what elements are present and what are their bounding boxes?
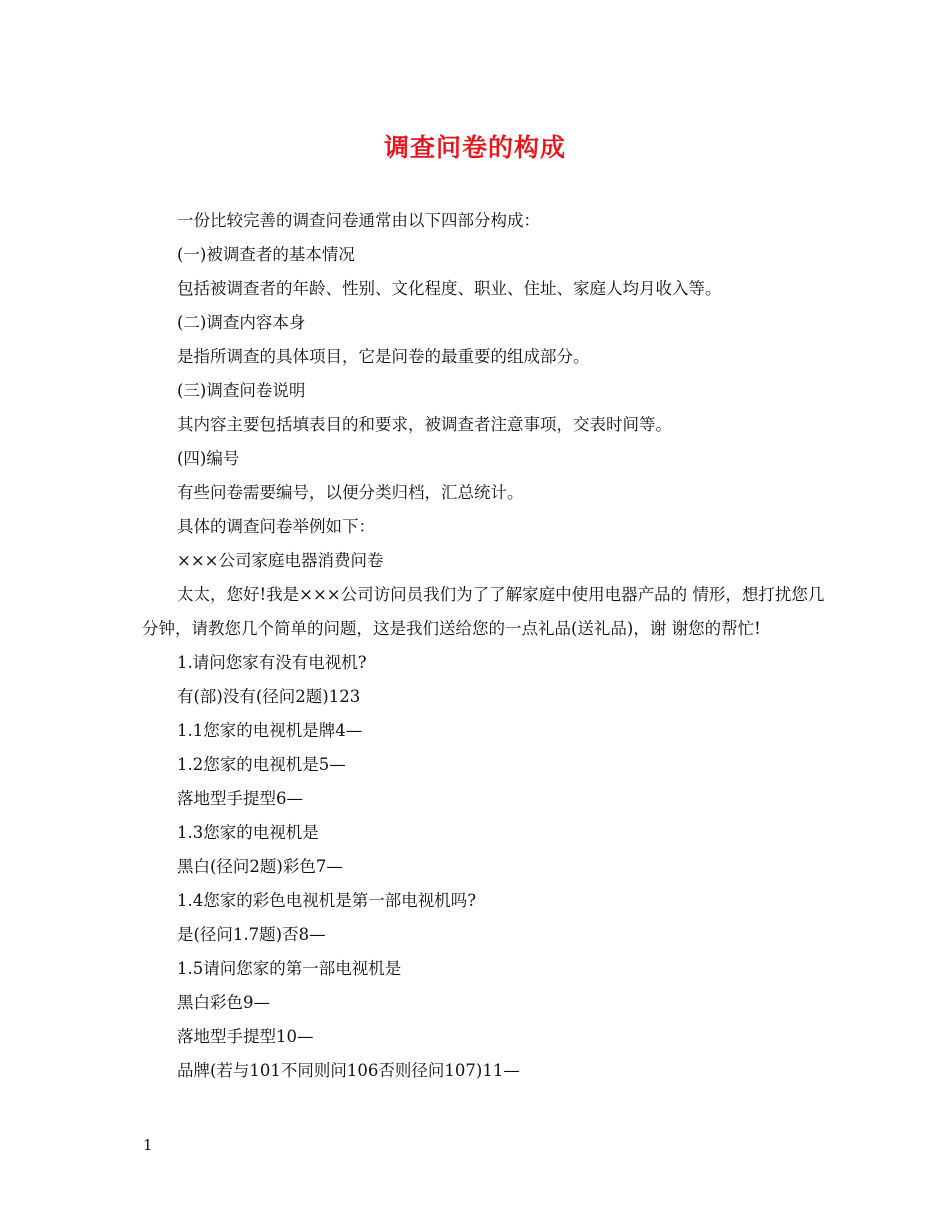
question-item: 1.5请问您家的第一部电视机是 (177, 959, 402, 978)
question-item: 是(径问1.7题)否8— (177, 925, 326, 944)
question-item: 落地型手提型6— (177, 789, 303, 808)
paragraph: 包括被调查者的年龄、性别、文化程度、职业、住址、家庭人均月收入等。 (177, 279, 722, 298)
paragraph: 是指所调查的具体项目，它是问卷的最重要的组成部分。 (177, 347, 590, 366)
question-item: 品牌(若与101不同则问106否则径问107)11— (177, 1061, 520, 1080)
question-item: 1.3您家的电视机是 (177, 823, 319, 842)
paragraph: 有些问卷需要编号，以便分类归档，汇总统计。 (177, 483, 524, 502)
paragraph-intro: 一份比较完善的调查问卷通常由以下四部分构成： (177, 211, 540, 230)
document-body (142, 204, 830, 1088)
page-title: 调查问卷的构成 (383, 133, 566, 162)
question-item: 1.4您家的彩色电视机是第一部电视机吗? (177, 891, 477, 910)
question-item: 1.1您家的电视机是牌4— (177, 721, 363, 740)
question-item: 落地型手提型10— (177, 1027, 314, 1046)
page-number: 1 (143, 1136, 153, 1154)
section-heading-1: (一)被调查者的基本情况 (177, 245, 355, 264)
question-item: 黑白彩色9— (177, 993, 270, 1012)
greeting-paragraph: 太太，您好!我是×××公司访问员我们为了了解家庭中使用电器产品的 情形，想打扰您几分钟，请教您几个简单的问题，这是我们送给您的一点礼品(送礼品)，谢 谢您的帮忙! (142, 585, 825, 638)
question-item: 黑白(径问2题)彩色7— (177, 857, 343, 876)
paragraph: 具体的调查问卷举例如下： (177, 517, 375, 536)
question-item: 1.请问您家有没有电视机? (177, 653, 367, 672)
section-heading-2: (二)调查内容本身 (177, 313, 306, 332)
section-heading-3: (三)调查问卷说明 (177, 381, 306, 400)
section-heading-4: (四)编号 (177, 449, 240, 468)
question-item: 1.2您家的电视机是5— (177, 755, 346, 774)
questionnaire-title: ×××公司家庭电器消费问卷 (177, 551, 384, 570)
paragraph: 其内容主要包括填表目的和要求，被调查者注意事项，交表时间等。 (177, 415, 672, 434)
question-item: 有(部)没有(径问2题)123 (177, 687, 361, 706)
